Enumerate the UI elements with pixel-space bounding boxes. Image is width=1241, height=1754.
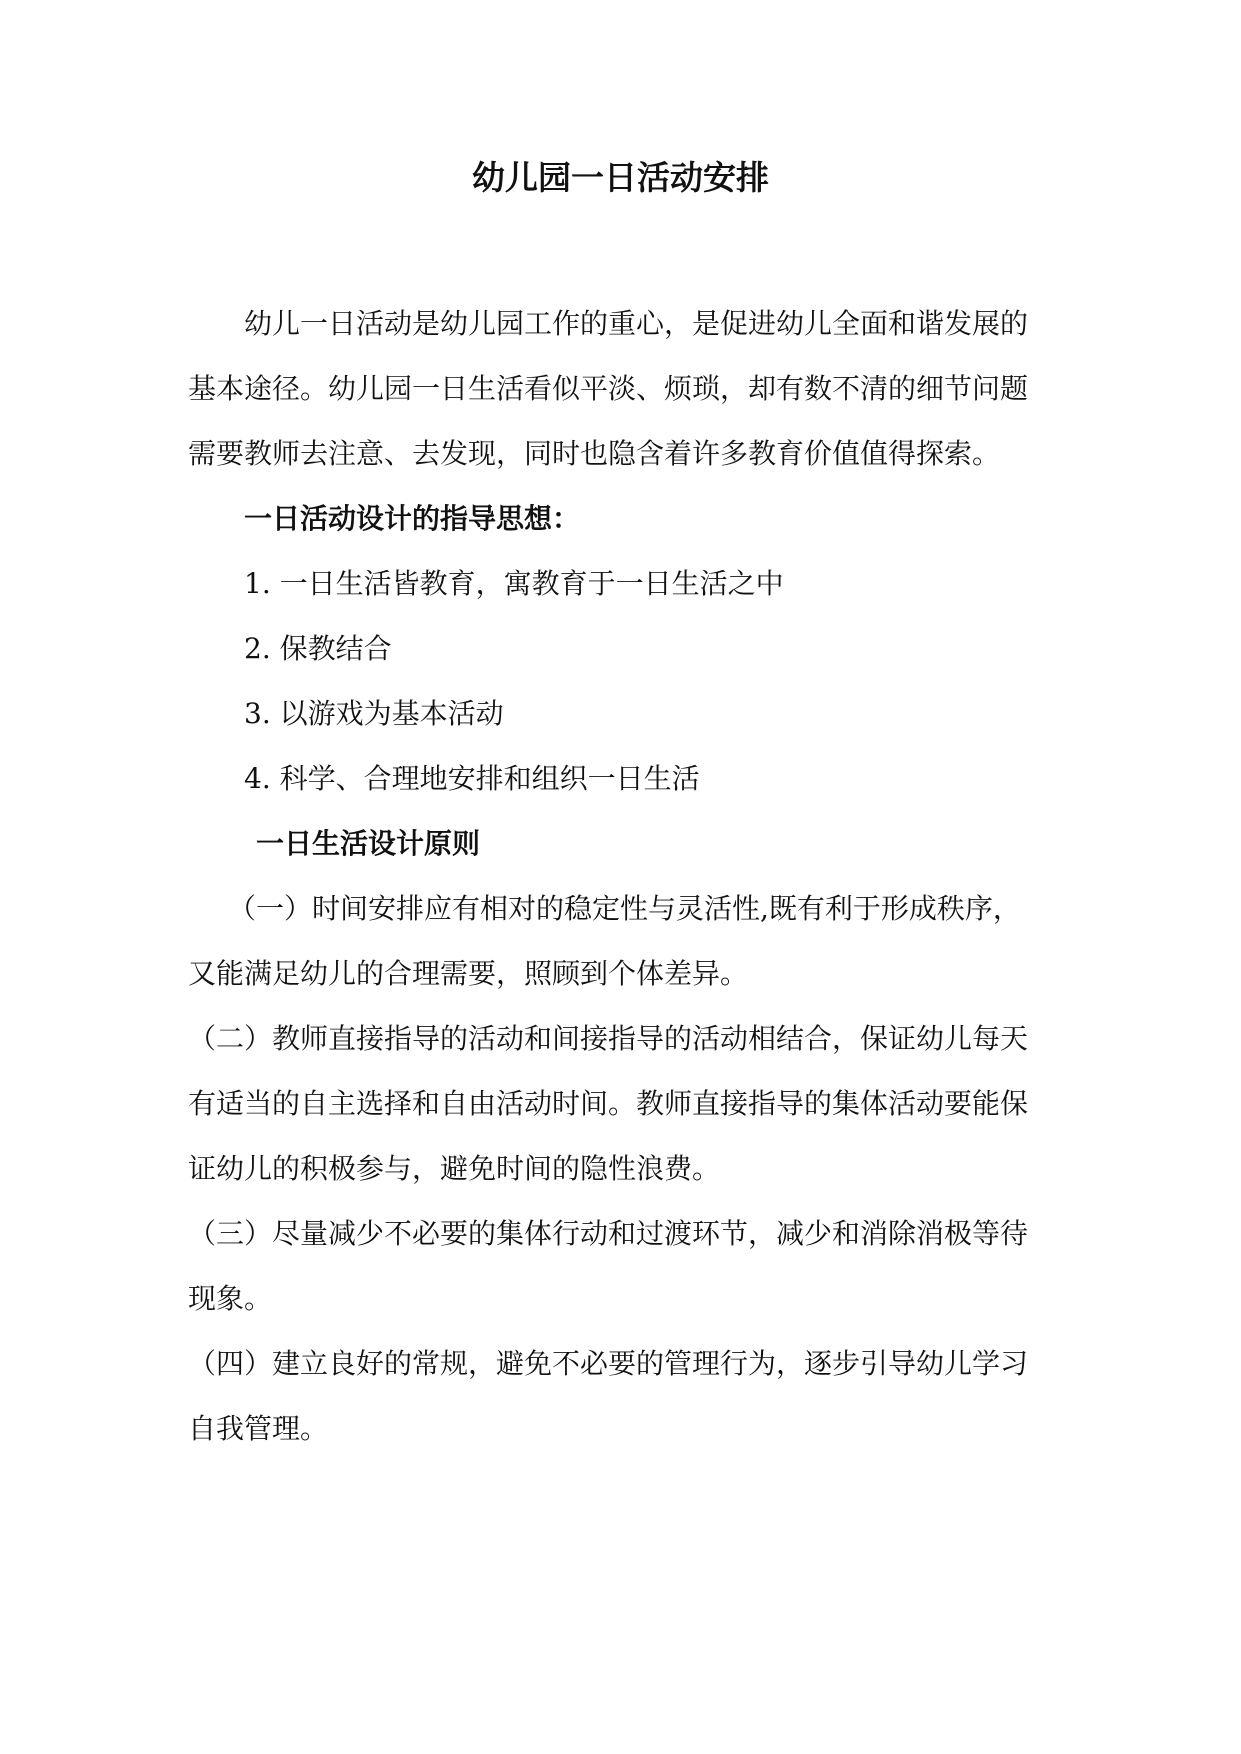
principle-4-line-2: 自我管理。 — [188, 1412, 329, 1445]
principle-2-line-1: （二）教师直接指导的活动和间接指导的活动相结合，保证幼儿每天 — [188, 1022, 1029, 1055]
intro-line-2: 基本途径。幼儿园一日生活看似平淡、烦琐，却有数不清的细节问题 — [188, 372, 1029, 405]
guideline-item-3: 3. 以游戏为基本活动 — [244, 697, 504, 730]
intro-line-3: 需要教师去注意、去发现，同时也隐含着许多教育价值值得探索。 — [188, 437, 1001, 470]
guidelines-heading: 一日活动设计的指导思想： — [244, 502, 581, 535]
principle-2-line-2: 有适当的自主选择和自由活动时间。教师直接指导的集体活动要能保 — [188, 1087, 1029, 1120]
guideline-item-2: 2. 保教结合 — [244, 632, 392, 665]
guideline-item-4: 4. 科学、合理地安排和组织一日生活 — [244, 762, 700, 795]
document-title: 幼儿园一日活动安排 — [472, 158, 769, 197]
guideline-item-1: 1. 一日生活皆教育，寓教育于一日生活之中 — [244, 567, 784, 600]
intro-line-1: 幼儿一日活动是幼儿园工作的重心，是促进幼儿全面和谐发展的 — [244, 307, 1029, 340]
principle-2-line-3: 证幼儿的积极参与，避免时间的隐性浪费。 — [188, 1152, 721, 1185]
principle-1-line-2: 又能满足幼儿的合理需要，照顾到个体差异。 — [188, 957, 749, 990]
principle-1-line-1: （一）时间安排应有相对的稳定性与灵活性,既有利于形成秩序， — [228, 892, 1021, 925]
principle-4-line-1: （四）建立良好的常规，避免不必要的管理行为，逐步引导幼儿学习 — [188, 1347, 1029, 1380]
principle-3-line-1: （三）尽量减少不必要的集体行动和过渡环节，减少和消除消极等待 — [188, 1217, 1029, 1250]
principle-3-line-2: 现象。 — [188, 1282, 273, 1315]
principles-heading: 一日生活设计原则 — [256, 827, 481, 860]
document-body — [188, 291, 1058, 1461]
